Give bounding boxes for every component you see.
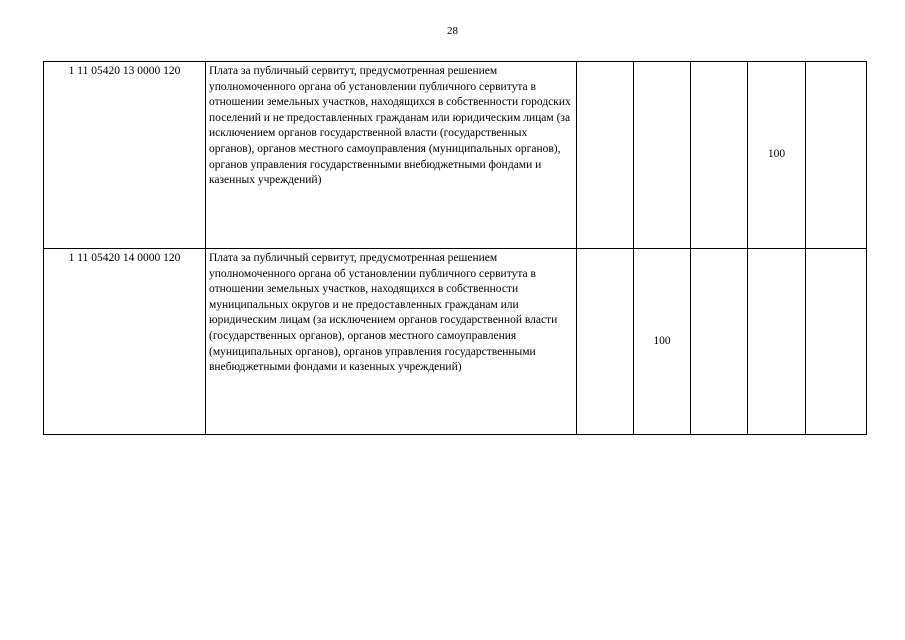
value-cell <box>577 249 634 435</box>
value-cell <box>577 62 634 249</box>
page-number: 28 <box>447 25 458 37</box>
budget-code-cell: 1 11 05420 13 0000 120 <box>44 62 206 249</box>
value-cell <box>691 62 748 249</box>
value-cell <box>806 62 867 249</box>
value-cell: 100 <box>634 249 691 435</box>
description-cell: Плата за публичный сервитут, предусмотренная решением уполномоченного органа об установлении публичного сервитута в отношении земельных участков, находящихся в собственности городских поселений и не предоставленных гражданам или юридическим лицам (за исключением органов государственной власти (государственных органов), органов местного самоуправления (муниципальных органов), органов управления государственными внебюджетными фондами и казенных учреждений) <box>206 62 577 249</box>
value-cell <box>748 249 806 435</box>
table-row <box>44 62 867 249</box>
description-cell: Плата за публичный сервитут, предусмотренная решением уполномоченного органа об установлении публичного сервитута в отношении земельных участков, находящихся в собственности муниципальных округов и не предоставленных гражданам или юридическим лицам (за исключением органов государственной власти (государственных органов), органов местного самоуправления (муниципальных органов), органов управления государственными внебюджетными фондами и казенных учреждений) <box>206 249 577 435</box>
value-cell <box>806 249 867 435</box>
table-row <box>44 249 867 435</box>
value-cell: 100 <box>748 62 806 249</box>
value-cell <box>691 249 748 435</box>
budget-code-cell: 1 11 05420 14 0000 120 <box>44 249 206 435</box>
revenue-table <box>43 61 867 435</box>
value-cell <box>634 62 691 249</box>
